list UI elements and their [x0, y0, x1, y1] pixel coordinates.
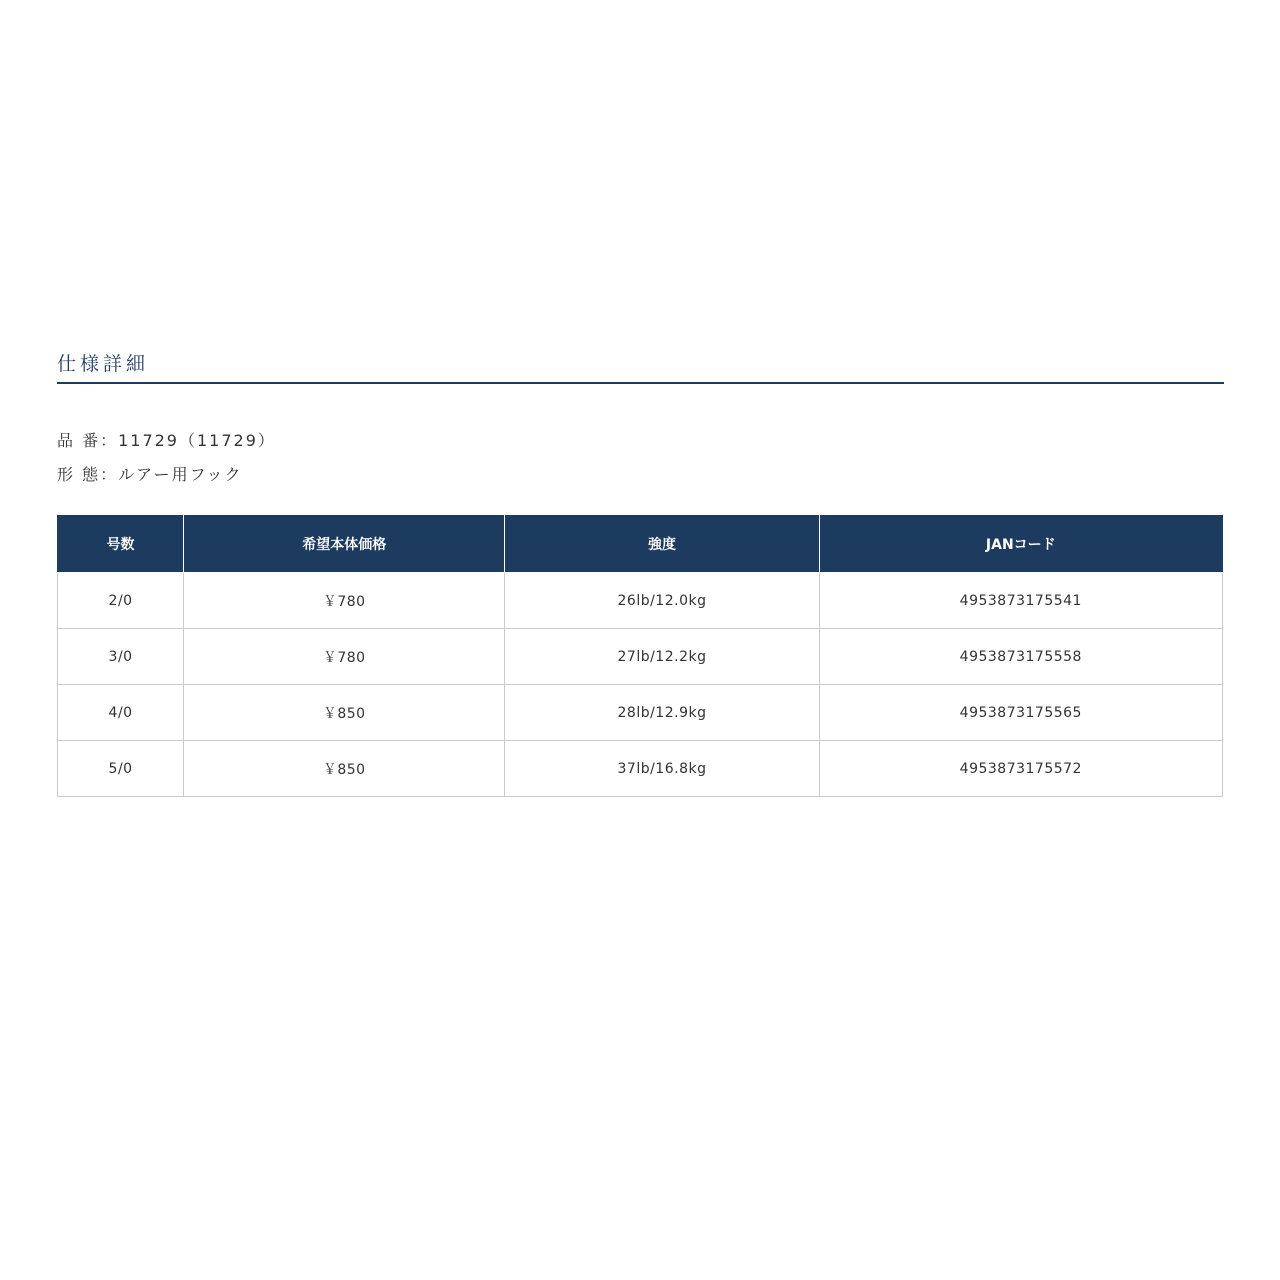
cell-size: 5/0 [58, 741, 184, 797]
table-header-row [58, 516, 1223, 573]
cell-jan-code: 4953873175565 [819, 685, 1222, 741]
header-strength: 強度 [505, 516, 819, 573]
cell-price: ￥780 [184, 573, 505, 629]
spec-section [57, 352, 1224, 492]
section-title: 仕様詳細 [57, 353, 150, 375]
cell-strength: 26lb/12.0kg [505, 573, 819, 629]
product-number: 品 番：11729（11729） [57, 431, 276, 450]
title-divider [57, 382, 1224, 384]
meta-list [57, 424, 1224, 492]
spec-table [57, 515, 1223, 797]
cell-strength: 28lb/12.9kg [505, 685, 819, 741]
cell-jan-code: 4953873175572 [819, 741, 1222, 797]
table-row [58, 573, 1223, 629]
cell-jan-code: 4953873175541 [819, 573, 1222, 629]
cell-strength: 37lb/16.8kg [505, 741, 819, 797]
cell-size: 3/0 [58, 629, 184, 685]
header-jan-code: JANコード [819, 516, 1222, 573]
cell-jan-code: 4953873175558 [819, 629, 1222, 685]
table-row [58, 629, 1223, 685]
product-form: 形 態：ルアー用フック [57, 465, 243, 484]
cell-strength: 27lb/12.2kg [505, 629, 819, 685]
cell-price: ￥780 [184, 629, 505, 685]
cell-size: 2/0 [58, 573, 184, 629]
cell-size: 4/0 [58, 685, 184, 741]
cell-price: ￥850 [184, 741, 505, 797]
table-row [58, 741, 1223, 797]
header-size: 号数 [58, 516, 184, 573]
cell-price: ￥850 [184, 685, 505, 741]
header-price: 希望本体価格 [184, 516, 505, 573]
table-row [58, 685, 1223, 741]
